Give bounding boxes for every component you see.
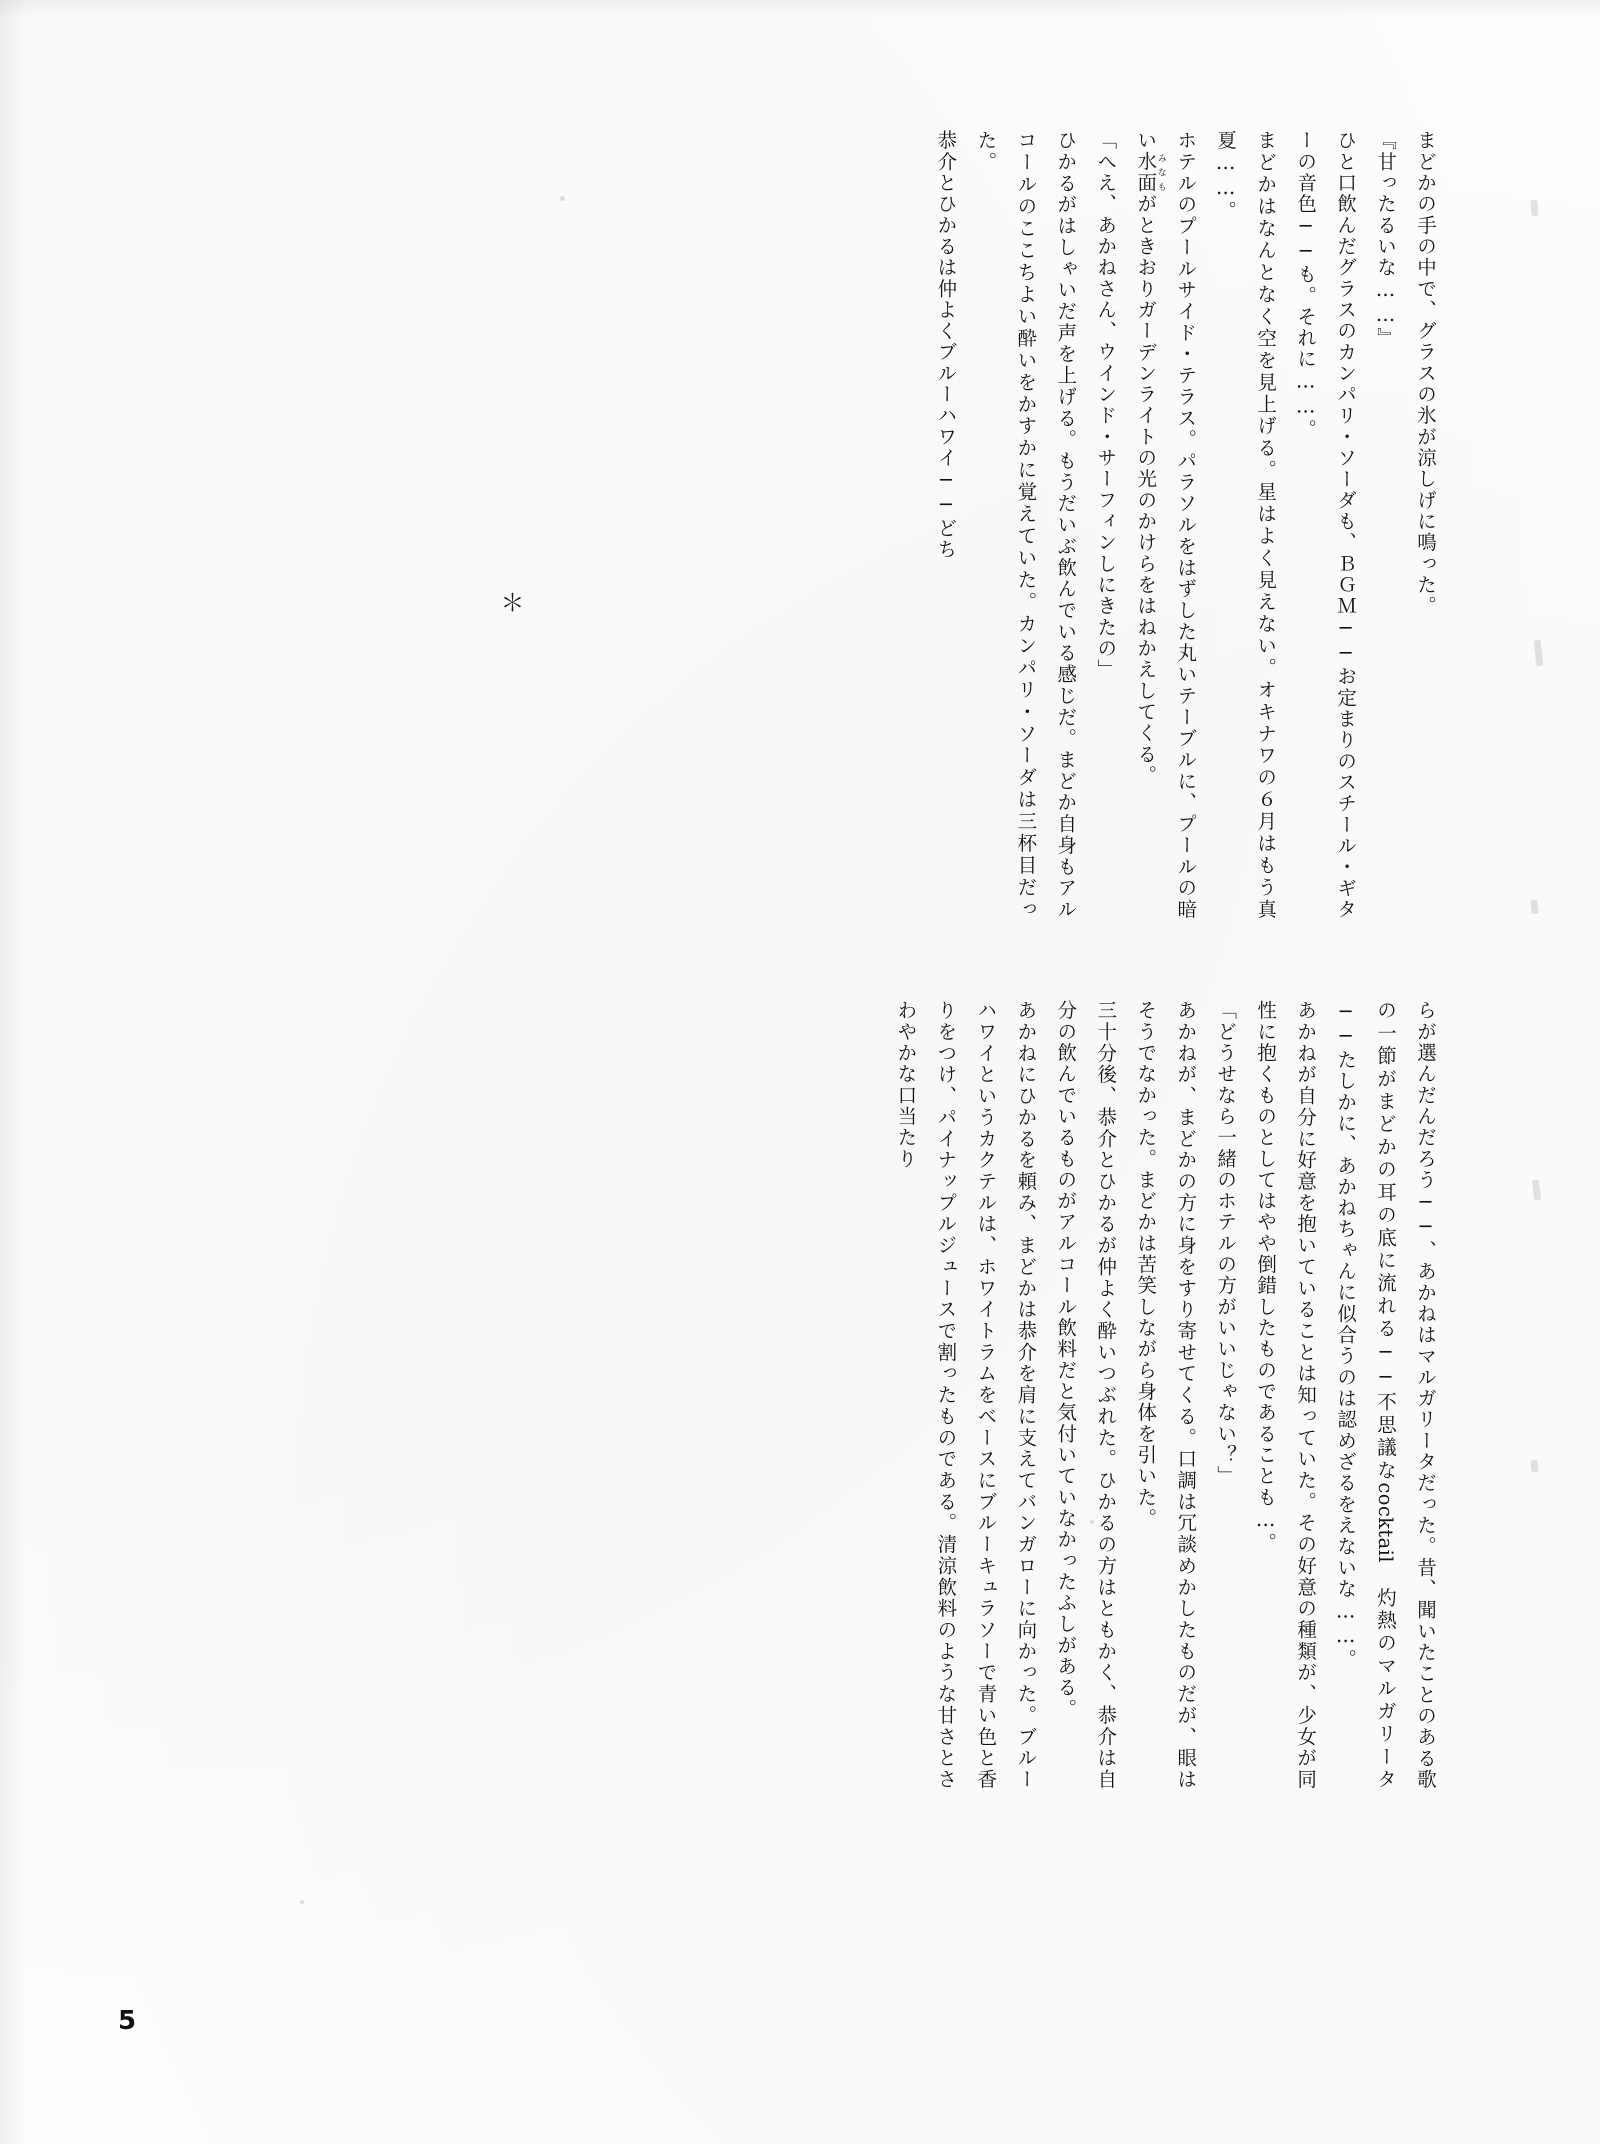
paragraph: 三十分後、恭介とひかるが仲よく酔いつぶれた。ひかるの方はともかく、恭介は自分の飲んでいるものがアルコール飲料だと気付いていなかったふしがある。 — [1054, 1000, 1118, 1790]
paragraph: まどかはなんとなく空を見上げる。星はよく見えない。オキナワの６月はもう真夏……。 — [1214, 130, 1278, 920]
paragraph: 「どうせなら一緒のホテルの方がいいじゃない？」 — [1214, 1000, 1238, 1487]
paragraph-with-ruby: ホテルのプールサイド・テラス。パラソルをはずした丸いテーブルに、プールの暗い水面みなもがときおりガーデンライトの光のかけらをはねかえしてくる。 — [1134, 130, 1198, 920]
latin-word-cocktail: cocktail — [1374, 1482, 1398, 1563]
paragraph: あかねが、まどかの方に身をすり寄せてくる。口調は冗談めかしたものだが、眼はそうでなかった。まどかは苦笑しながら身体を引いた。 — [1134, 1000, 1198, 1790]
paragraph: ひかるがはしゃいだ声を上げる。もうだいぶ飲んでいる感じだ。まどか自身もアルコールのここちよい酔いをかすかに覚えていた。カンパリ・ソーダは三杯目だった。 — [974, 130, 1078, 920]
ruby-water-surface: 水面みなも — [1134, 151, 1166, 194]
scan-artifact — [1534, 640, 1544, 667]
paragraph: あかねにひかるを頼み、まどかは恭介を肩に支えてバンガローに向かった。ブルーハワイというカクテルは、ホワイトラムをベースにブルーキュラソーで青い色と香りをつけ、パイナップルジュースで割ったものである。清涼飲料のような甘さとさわやかな口当たり — [894, 1000, 1038, 1790]
paragraph: 「へえ、あかねさん、ウインド・サーフィンしにきたの」 — [1094, 130, 1118, 681]
body-text-upper — [655, 130, 1445, 920]
scan-artifact — [1532, 1180, 1541, 1201]
paragraph: あかねが自分に好意を抱いていることは知っていた。その好意の種類が、少女が同性に抱くものとしてはやや倒錯したものであることも…。 — [1254, 1000, 1318, 1790]
page-number: 5 — [118, 2006, 137, 2036]
page-top-shadow — [0, 0, 1600, 18]
paragraph-with-latin: らが選んだんだろう──、あかねはマルガリータだった。昔、聞いたことのある歌の一節がまどかの耳の底に流れる──不思議なcocktail 灼熱のマルガリータ──たしかに、あかねちゃんに似合うのは認めざるをえないな……。 — [1334, 1000, 1437, 1790]
scan-speck — [300, 1900, 304, 1904]
scan-artifact — [1530, 200, 1539, 217]
scan-artifact — [1530, 900, 1538, 915]
paragraph: まどかの手の中で、グラスの氷が涼しげに鳴った。 — [1414, 130, 1437, 617]
paragraph: ひと口飲んだグラスのカンパリ・ソーダも、ＢＧＭ──お定まりのスチール・ギターの音色──も。それに……。 — [1294, 130, 1358, 920]
body-text-lower — [310, 1000, 1445, 1790]
scan-artifact — [1530, 1460, 1538, 1473]
scan-speck — [560, 196, 565, 201]
page-left-shadow — [0, 0, 26, 2144]
section-break-asterisk: ＊ — [496, 590, 524, 614]
paragraph: 恭介とひかるは仲よくブルーハワイ──どち — [934, 130, 958, 561]
paragraph: 『甘ったるいな……』 — [1374, 130, 1398, 349]
